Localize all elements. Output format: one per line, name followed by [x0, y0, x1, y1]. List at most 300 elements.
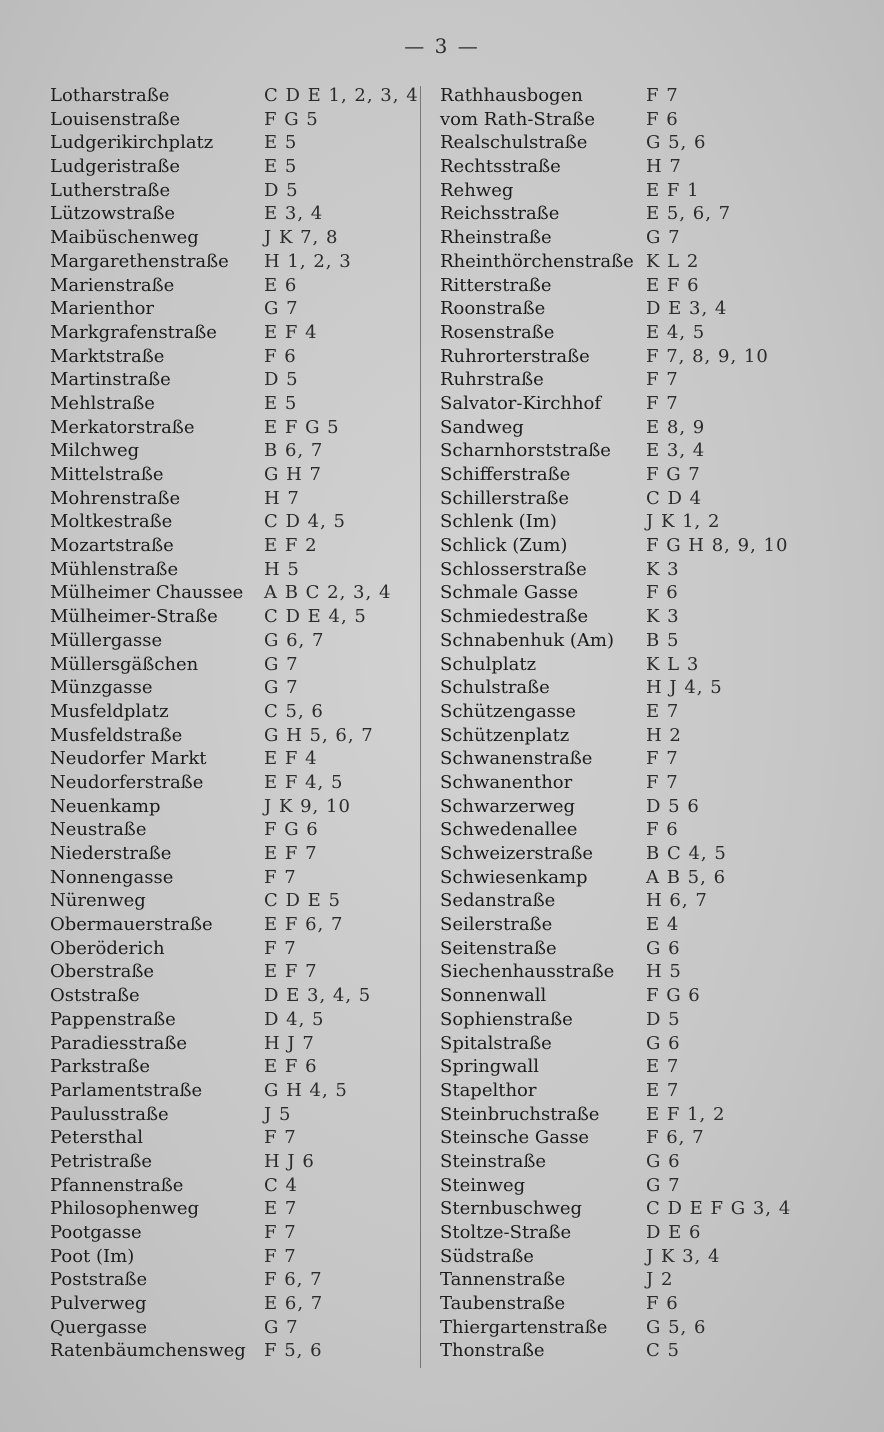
street-name: Ludgerikirchplatz — [50, 132, 214, 154]
grid-reference: J K 3, 4 — [646, 1245, 721, 1267]
street-name: Schwarzerweg — [440, 795, 576, 817]
index-entry — [50, 274, 420, 298]
page-number: — 3 — — [404, 34, 480, 58]
street-name: Musfeldstraße — [50, 724, 183, 746]
grid-reference: G 7 — [646, 1174, 681, 1196]
index-entry — [50, 439, 420, 463]
street-name: Nonnengasse — [50, 866, 174, 888]
index-entry — [440, 1197, 860, 1221]
grid-reference: H 7 — [646, 156, 682, 178]
index-entry — [440, 771, 860, 795]
street-name: Rosenstraße — [440, 321, 555, 343]
street-name: Parlamentstraße — [50, 1079, 203, 1101]
index-entry — [50, 179, 420, 203]
street-name: Oberstraße — [50, 961, 155, 983]
street-name: Spitalstraße — [440, 1032, 552, 1054]
index-entry — [50, 866, 420, 890]
index-entry — [50, 1339, 420, 1363]
grid-reference: F G H 8, 9, 10 — [646, 535, 789, 557]
street-name: Neudorferstraße — [50, 771, 204, 793]
index-entry — [440, 1103, 860, 1127]
grid-reference: F 7 — [646, 392, 679, 414]
grid-reference: E F 7 — [264, 961, 318, 983]
index-entry — [50, 345, 420, 369]
index-entry — [50, 108, 420, 132]
street-name: Pootgasse — [50, 1222, 142, 1243]
grid-reference: E 6, 7 — [264, 1293, 324, 1315]
grid-reference: F 6 — [646, 108, 679, 130]
index-entry — [440, 155, 860, 179]
grid-reference: E F 2 — [264, 535, 318, 557]
index-entry — [50, 250, 420, 274]
index-entry — [50, 558, 420, 582]
index-entry — [440, 131, 860, 155]
street-name: Neustraße — [50, 819, 147, 841]
grid-reference: J K 9, 10 — [264, 795, 351, 817]
index-entry — [50, 84, 420, 108]
index-entry — [50, 984, 420, 1008]
grid-reference: D 4, 5 — [264, 1008, 325, 1030]
index-entry — [440, 84, 860, 108]
index-entry — [50, 629, 420, 653]
index-entry — [50, 795, 420, 819]
street-name: Poststraße — [50, 1269, 148, 1291]
grid-reference: F G 5 — [264, 108, 319, 130]
left-column — [50, 84, 420, 1363]
index-entry — [440, 889, 860, 913]
street-name: Mohrenstraße — [50, 487, 181, 509]
grid-reference: G 7 — [646, 227, 681, 249]
grid-reference: E 7 — [646, 1056, 680, 1078]
index-entry — [50, 1316, 420, 1340]
grid-reference: E 6 — [264, 274, 298, 296]
grid-reference: E 7 — [646, 1079, 680, 1101]
street-name: vom Rath-Straße — [440, 108, 595, 130]
grid-reference: A B 5, 6 — [646, 866, 727, 888]
grid-reference: F 6 — [646, 1293, 679, 1315]
grid-reference: B 5 — [646, 629, 680, 651]
grid-reference: E F 6, 7 — [264, 914, 344, 936]
street-name: Schmiedestraße — [440, 606, 589, 628]
street-name: Schulplatz — [440, 653, 537, 675]
index-entry — [440, 179, 860, 203]
index-entry — [440, 297, 860, 321]
index-entry — [440, 558, 860, 582]
grid-reference: D 5 — [264, 179, 299, 201]
street-name: Springwall — [440, 1056, 539, 1078]
index-entry — [50, 463, 420, 487]
grid-reference: C 5, 6 — [264, 700, 324, 722]
index-entry — [50, 747, 420, 771]
street-name: Sedanstraße — [440, 890, 556, 912]
street-name: Steinsche Gasse — [440, 1127, 590, 1149]
grid-reference: F G 6 — [264, 819, 319, 841]
street-name: Thiergartenstraße — [440, 1316, 608, 1338]
index-entry — [440, 1032, 860, 1056]
index-entry — [50, 724, 420, 748]
grid-reference: C D 4 — [646, 487, 703, 509]
index-entry — [440, 534, 860, 558]
grid-reference: F 7 — [646, 85, 679, 106]
street-name: Schützengasse — [440, 700, 576, 722]
index-entry — [50, 1292, 420, 1316]
index-entry — [50, 676, 420, 700]
index-entry — [440, 274, 860, 298]
grid-reference: G 6 — [646, 1032, 681, 1054]
grid-reference: C D E F G 3, 4 — [646, 1198, 792, 1220]
index-entry — [440, 202, 860, 226]
street-name: Realschulstraße — [440, 132, 588, 154]
grid-reference: H 1, 2, 3 — [264, 250, 352, 272]
grid-reference: F 6 — [646, 819, 679, 841]
grid-reference: E F 6 — [264, 1056, 318, 1078]
index-entry — [440, 345, 860, 369]
grid-reference: K L 2 — [646, 250, 700, 272]
index-entry — [50, 392, 420, 416]
grid-reference: G 6, 7 — [264, 629, 325, 651]
street-name: Stapelthor — [440, 1079, 537, 1101]
grid-reference: E 7 — [264, 1198, 298, 1220]
grid-reference: G 5, 6 — [646, 132, 707, 154]
index-entry — [50, 202, 420, 226]
street-name: Schifferstraße — [440, 464, 571, 485]
index-entry — [440, 108, 860, 132]
street-name: Taubenstraße — [440, 1293, 566, 1315]
index-entry — [50, 889, 420, 913]
grid-reference: J 2 — [646, 1269, 674, 1291]
street-name: Neuenkamp — [50, 795, 161, 817]
street-name: Moltkestraße — [50, 511, 173, 533]
street-name: Ludgeristraße — [50, 156, 181, 178]
street-name: Marienthor — [50, 298, 155, 320]
index-entry — [50, 1197, 420, 1221]
grid-reference: C 4 — [264, 1174, 298, 1196]
grid-reference: E F 7 — [264, 843, 318, 864]
street-name: Seitenstraße — [440, 937, 557, 959]
street-name: Lutherstraße — [50, 179, 171, 201]
street-name: Schwanenstraße — [440, 748, 593, 770]
index-entry — [440, 605, 860, 629]
street-name: Roonstraße — [440, 298, 546, 320]
index-entry — [440, 392, 860, 416]
grid-reference: F 6 — [264, 345, 297, 367]
grid-reference: E F 4 — [264, 321, 318, 343]
street-name: Rheinstraße — [440, 227, 552, 249]
index-entry — [50, 155, 420, 179]
street-name: Merkatorstraße — [50, 416, 195, 438]
street-name: Mozartstraße — [50, 535, 174, 557]
index-entry — [50, 1221, 420, 1245]
index-entry — [440, 1126, 860, 1150]
index-entry — [440, 913, 860, 937]
street-name: Schillerstraße — [440, 487, 570, 509]
grid-reference: D E 3, 4 — [646, 298, 728, 320]
index-entry — [50, 416, 420, 440]
index-entry — [440, 250, 860, 274]
grid-reference: F 7 — [264, 937, 297, 959]
index-entry — [440, 1292, 860, 1316]
street-name: Philosophenweg — [50, 1198, 200, 1220]
grid-reference: F 7 — [264, 1222, 297, 1243]
grid-reference: E F G 5 — [264, 416, 340, 438]
street-name: Margarethenstraße — [50, 250, 229, 272]
street-name: Oberöderich — [50, 937, 165, 959]
grid-reference: J K 1, 2 — [646, 511, 721, 533]
index-entry — [50, 960, 420, 984]
grid-reference: D 5 — [646, 1008, 681, 1030]
street-name: Paradiesstraße — [50, 1032, 188, 1054]
grid-reference: G H 7 — [264, 464, 322, 485]
street-name: Rheinthörchenstraße — [440, 250, 634, 272]
grid-reference: J 5 — [264, 1103, 292, 1125]
grid-reference: H J 6 — [264, 1150, 315, 1172]
index-entry — [440, 653, 860, 677]
index-entry — [440, 226, 860, 250]
index-entry — [440, 1339, 860, 1363]
grid-reference: K 3 — [646, 606, 680, 628]
grid-reference: G 7 — [264, 298, 299, 320]
grid-reference: D E 6 — [646, 1222, 702, 1243]
street-name: Schützenplatz — [440, 724, 570, 746]
street-name: Schnabenhuk (Am) — [440, 629, 615, 651]
index-entry — [440, 487, 860, 511]
street-name: Schmale Gasse — [440, 582, 579, 604]
street-name: Mülheimer Chaussee — [50, 582, 244, 604]
index-entry — [440, 1316, 860, 1340]
grid-reference: C 5 — [646, 1340, 680, 1362]
street-name: Thonstraße — [440, 1340, 545, 1362]
grid-reference: C D E 5 — [264, 890, 341, 912]
grid-reference: F G 6 — [646, 985, 701, 1007]
street-name: Paulusstraße — [50, 1103, 169, 1125]
grid-reference: K L 3 — [646, 653, 700, 675]
street-name: Münzgasse — [50, 677, 153, 699]
grid-reference: F 7 — [646, 369, 679, 391]
grid-reference: A B C 2, 3, 4 — [264, 582, 392, 604]
index-entry — [50, 1126, 420, 1150]
index-entry — [440, 937, 860, 961]
index-entry — [50, 842, 420, 866]
street-name: Steinbruchstraße — [440, 1103, 600, 1125]
index-entry — [440, 1008, 860, 1032]
grid-reference: C D 4, 5 — [264, 511, 346, 533]
street-name: Lotharstraße — [50, 85, 170, 106]
street-name: Schwedenallee — [440, 819, 578, 841]
street-name: Mittelstraße — [50, 464, 164, 485]
street-name: Pfannenstraße — [50, 1174, 184, 1196]
street-name: Martinstraße — [50, 369, 171, 391]
street-name: Obermauerstraße — [50, 914, 213, 936]
grid-reference: E 7 — [646, 700, 680, 722]
grid-reference: F 7 — [264, 866, 297, 888]
index-entry — [50, 937, 420, 961]
street-name: Quergasse — [50, 1316, 147, 1338]
street-name: Pulverweg — [50, 1293, 147, 1315]
index-entry — [50, 1174, 420, 1198]
index-entry — [440, 416, 860, 440]
index-entry — [440, 1268, 860, 1292]
index-entry — [50, 1245, 420, 1269]
index-entry — [440, 1221, 860, 1245]
grid-reference: E 3, 4 — [646, 440, 706, 462]
street-name: Maibüschenweg — [50, 227, 199, 249]
street-name: Petristraße — [50, 1150, 153, 1172]
index-entry — [440, 1055, 860, 1079]
street-name: Steinweg — [440, 1174, 526, 1196]
grid-reference: D 5 6 — [646, 795, 700, 817]
index-entry — [440, 866, 860, 890]
street-name: Schlenk (Im) — [440, 511, 557, 533]
grid-reference: E 3, 4 — [264, 203, 324, 225]
index-entry — [50, 1268, 420, 1292]
grid-reference: E 5, 6, 7 — [646, 203, 732, 225]
grid-reference: C D E 4, 5 — [264, 606, 367, 628]
grid-reference: E F 4, 5 — [264, 771, 344, 793]
street-name: Nürenweg — [50, 890, 146, 912]
index-entry — [50, 321, 420, 345]
grid-reference: E 4, 5 — [646, 321, 706, 343]
grid-reference: F 7 — [264, 1127, 297, 1149]
grid-reference: K 3 — [646, 558, 680, 580]
index-entry — [50, 1079, 420, 1103]
grid-reference: F 7 — [646, 748, 679, 770]
index-entry — [440, 795, 860, 819]
street-name: Schweizerstraße — [440, 843, 594, 864]
index-entry — [440, 1174, 860, 1198]
index-entry — [50, 1103, 420, 1127]
right-column — [440, 84, 860, 1363]
grid-reference: G 7 — [264, 653, 299, 675]
grid-reference: G 6 — [646, 1150, 681, 1172]
index-entry — [50, 700, 420, 724]
index-entry — [50, 653, 420, 677]
street-name: Seilerstraße — [440, 914, 553, 936]
index-entry — [440, 984, 860, 1008]
index-entry — [50, 226, 420, 250]
grid-reference: B C 4, 5 — [646, 843, 727, 864]
grid-reference: E F 1 — [646, 179, 700, 201]
street-name: Oststraße — [50, 985, 140, 1007]
index-entry — [440, 842, 860, 866]
street-name: Müllergasse — [50, 629, 163, 651]
street-name: Salvator-Kirchhof — [440, 392, 602, 414]
index-entry — [50, 913, 420, 937]
index-entry — [50, 818, 420, 842]
index-entry — [440, 581, 860, 605]
grid-reference: E F 1, 2 — [646, 1103, 726, 1125]
street-name: Siechenhausstraße — [440, 961, 615, 983]
index-entry — [50, 581, 420, 605]
grid-reference: G H 5, 6, 7 — [264, 724, 374, 746]
grid-reference: G 5, 6 — [646, 1316, 707, 1338]
grid-reference: E 5 — [264, 132, 298, 154]
street-name: Sternbuschweg — [440, 1198, 583, 1220]
index-entry — [440, 960, 860, 984]
index-entry — [440, 1079, 860, 1103]
index-entry — [50, 534, 420, 558]
index-entry — [440, 747, 860, 771]
street-name: Milchweg — [50, 440, 140, 462]
street-name: Südstraße — [440, 1245, 534, 1267]
index-entry — [50, 1032, 420, 1056]
street-name: Marienstraße — [50, 274, 175, 296]
street-name: Musfeldplatz — [50, 700, 169, 722]
grid-reference: B 6, 7 — [264, 440, 324, 462]
street-name: Neudorfer Markt — [50, 748, 207, 770]
street-name: Petersthal — [50, 1127, 143, 1149]
street-name: Stoltze-Straße — [440, 1222, 572, 1243]
index-entry — [440, 510, 860, 534]
grid-reference: H 2 — [646, 724, 682, 746]
index-entry — [50, 131, 420, 155]
street-name: Ratenbäumchensweg — [50, 1340, 246, 1362]
street-name: Mülheimer-Straße — [50, 606, 218, 628]
grid-reference: E F 6 — [646, 274, 700, 296]
street-name: Rehweg — [440, 179, 514, 201]
street-name: Rathhausbogen — [440, 85, 583, 106]
street-name: Ruhrstraße — [440, 369, 544, 391]
grid-reference: H J 7 — [264, 1032, 315, 1054]
column-divider — [420, 86, 421, 1368]
street-name: Schulstraße — [440, 677, 550, 699]
street-name: Pappenstraße — [50, 1008, 176, 1030]
street-name: Lützowstraße — [50, 203, 175, 225]
grid-reference: C D E 1, 2, 3, 4 — [264, 85, 419, 106]
grid-reference: G H 4, 5 — [264, 1079, 348, 1101]
street-name: Reichsstraße — [440, 203, 560, 225]
street-name: Scharnhorststraße — [440, 440, 611, 462]
grid-reference: F 7, 8, 9, 10 — [646, 345, 769, 367]
street-name: Ritterstraße — [440, 274, 552, 296]
grid-reference: F 7 — [264, 1245, 297, 1267]
grid-reference: D E 3, 4, 5 — [264, 985, 372, 1007]
index-entry — [50, 605, 420, 629]
street-name: Rechtsstraße — [440, 156, 561, 178]
street-name: Mehlstraße — [50, 392, 155, 414]
index-entry — [440, 629, 860, 653]
street-name: Schlosserstraße — [440, 558, 587, 580]
grid-reference: G 6 — [646, 937, 681, 959]
grid-reference: H 6, 7 — [646, 890, 708, 912]
street-name: Tannenstraße — [440, 1269, 566, 1291]
index-entry — [50, 368, 420, 392]
street-name: Sandweg — [440, 416, 524, 438]
index-entry — [50, 1150, 420, 1174]
index-entry — [50, 510, 420, 534]
grid-reference: F 7 — [646, 771, 679, 793]
grid-reference: F 5, 6 — [264, 1340, 323, 1362]
index-entry — [50, 1055, 420, 1079]
grid-reference: H 7 — [264, 487, 300, 509]
street-name: Mühlenstraße — [50, 558, 179, 580]
street-name: Poot (Im) — [50, 1245, 135, 1267]
grid-reference: E 5 — [264, 156, 298, 178]
index-entry — [440, 724, 860, 748]
grid-reference: F 6, 7 — [264, 1269, 323, 1291]
street-name: Schwiesenkamp — [440, 866, 588, 888]
index-entry — [50, 771, 420, 795]
street-name: Sonnenwall — [440, 985, 547, 1007]
index-entry — [440, 700, 860, 724]
index-entry — [50, 487, 420, 511]
street-name: Ruhrorterstraße — [440, 345, 590, 367]
street-name: Louisenstraße — [50, 108, 181, 130]
street-name: Sophienstraße — [440, 1008, 573, 1030]
street-name: Schwanenthor — [440, 771, 573, 793]
grid-reference: E F 4 — [264, 748, 318, 770]
grid-reference: D 5 — [264, 369, 299, 391]
grid-reference: E 4 — [646, 914, 680, 936]
